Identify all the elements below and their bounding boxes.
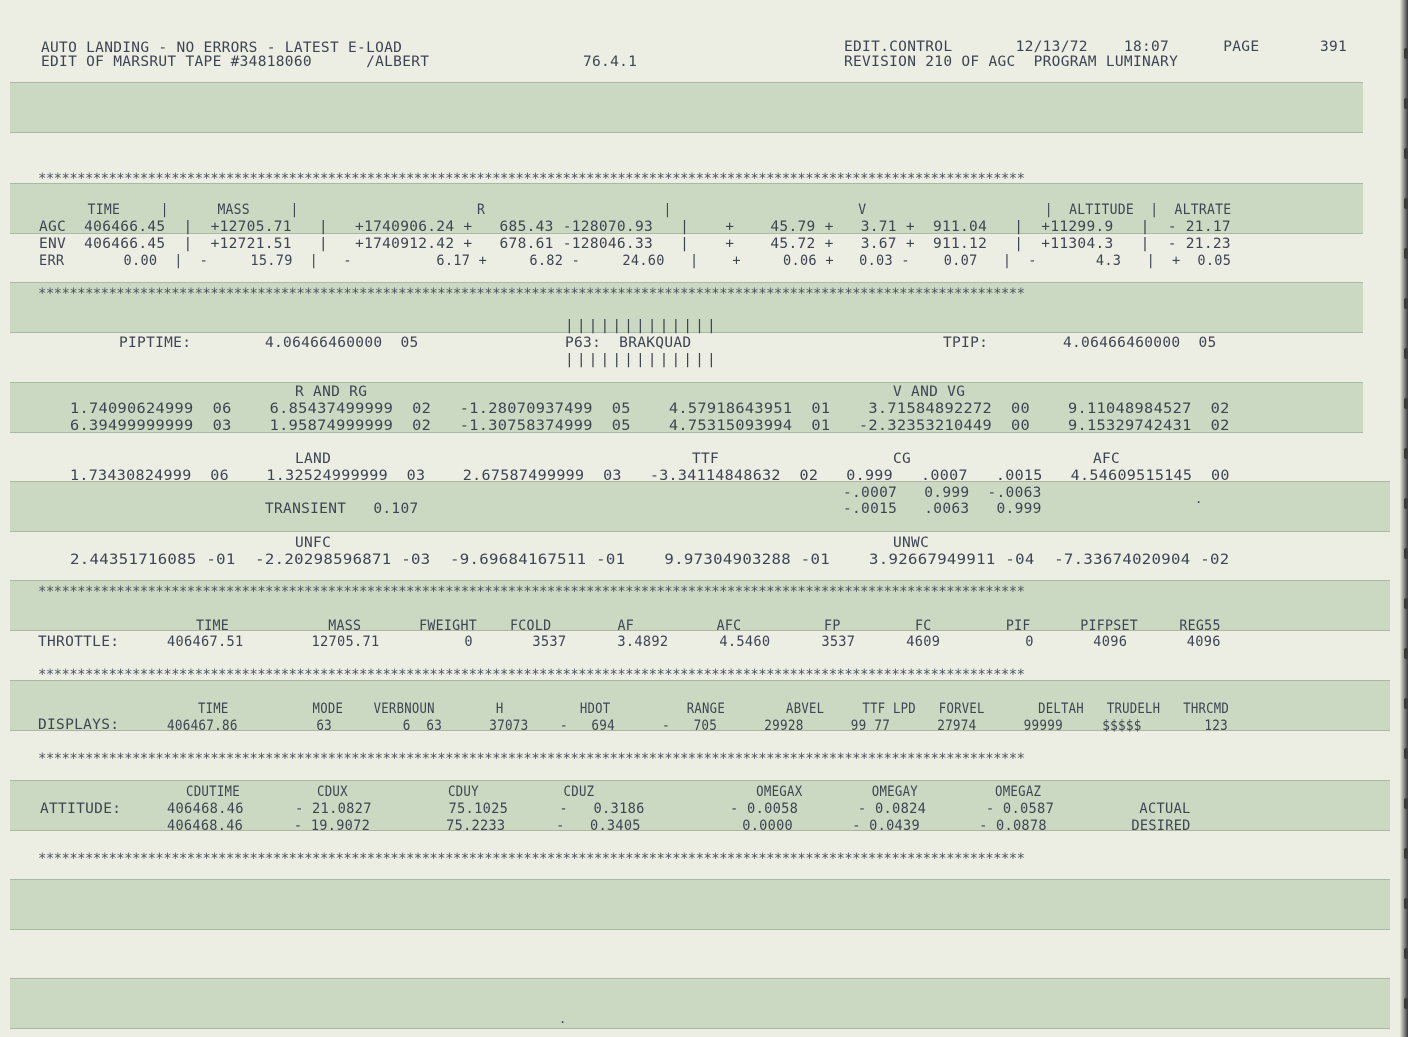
asterisk-separator: ****************************************************************************************************************************** — [38, 171, 1025, 187]
cg-title: CG — [893, 451, 912, 467]
feed-hole-icon — [1404, 548, 1408, 559]
afc-title: AFC — [1093, 451, 1121, 467]
feed-hole-icon — [1404, 698, 1408, 709]
attitude-actual-row: 406468.46 - 21.0827 75.1025 - 0.3186 - 0.0058 - 0.0824 - 0.0587 ACTUAL — [167, 801, 1191, 817]
displays-header: TIME MODE VERBNOUN H HDOT RANGE ABVEL TTF LPD FORVEL DELTAH TRUDELH THRCMD — [198, 701, 1230, 717]
vector-row-2: 6.39499999999 03 1.95874999999 02 -1.30758374999 05 4.75315093994 01 -2.32353210449 00 9.15329742431 02 — [70, 418, 1230, 434]
page-number: 391 — [1320, 39, 1348, 55]
feed-hole-icon — [1404, 348, 1408, 359]
pip-bars-bottom: ||||||||||||| — [565, 352, 719, 368]
feed-hole-icon — [1404, 648, 1408, 659]
asterisk-separator: ****************************************************************************************************************************** — [38, 751, 1025, 767]
throttle-label: THROTTLE: — [38, 634, 120, 650]
header-tape-info: EDIT OF MARSRUT TAPE #34818060 /ALBERT — [41, 54, 430, 70]
feed-hole-icon — [1404, 448, 1408, 459]
cg-row-2: -.0007 0.999 -.0063 — [843, 485, 1042, 501]
state-row-env: ENV 406466.45 | +12721.51 | +1740912.42 + 678.61 -128046.33 | + 45.72 + 3.67 + 911.12 | +11304.3 | - 21.23 — [39, 236, 1231, 252]
asterisk-separator: ****************************************************************************************************************************** — [38, 286, 1025, 302]
feed-hole-icon — [1404, 748, 1408, 759]
attitude-desired-row: 406468.46 - 19.9072 75.2233 - 0.3405 0.0000 - 0.0439 - 0.0878 DESIRED — [167, 818, 1191, 834]
pip-bars-top: ||||||||||||| — [565, 318, 719, 334]
v-and-vg-title: V AND VG — [893, 384, 966, 400]
green-band — [10, 879, 1390, 930]
feed-hole-icon — [1404, 248, 1408, 259]
displays-values: 406467.86 63 6 63 37073 - 694 - 705 29928 99 77 27974 99999 $$$$$ 123 — [167, 718, 1229, 734]
feed-hole-icon — [1404, 948, 1408, 959]
feed-hole-icon — [1404, 848, 1408, 859]
feed-hole-icon — [1404, 198, 1408, 209]
r-and-rg-title: R AND RG — [295, 384, 368, 400]
asterisk-separator: ****************************************************************************************************************************** — [38, 667, 1025, 683]
header-edit-control: EDIT.CONTROL 12/13/72 18:07 PAGE — [844, 39, 1260, 55]
header-version: 76.4.1 — [583, 54, 638, 70]
green-band — [10, 481, 1390, 532]
transient-value: TRANSIENT 0.107 — [265, 501, 419, 517]
feed-hole-icon — [1404, 48, 1408, 59]
unwc-title: UNWC — [893, 535, 930, 551]
ttf-title: TTF — [692, 451, 720, 467]
header-job-title: AUTO LANDING - NO ERRORS - LATEST E-LOAD — [41, 40, 403, 56]
feed-hole-icon — [1404, 98, 1408, 109]
displays-label: DISPLAYS: — [38, 717, 120, 733]
unit-vector-row: 2.44351716085 -01 -2.20298596871 -03 -9.69684167511 -01 9.97304903288 -01 3.92667949911 -04 -7.33674020904 -02 — [70, 552, 1230, 568]
throttle-values: 406467.51 12705.71 0 3537 3.4892 4.5460 3537 4609 0 4096 4096 — [167, 634, 1221, 650]
attitude-header: CDUTIME CDUX CDUY CDUZ OMEGAX OMEGAY OMEGAZ — [186, 784, 1042, 800]
tpip-label: TPIP: — [943, 335, 989, 351]
feed-hole-icon — [1404, 998, 1408, 1009]
feed-hole-icon — [1404, 148, 1408, 159]
state-table-header: TIME | MASS | R | V | ALTITUDE | ALTRATE — [39, 202, 1232, 218]
asterisk-separator: ****************************************************************************************************************************** — [38, 851, 1025, 867]
piptime-label: PIPTIME: — [119, 335, 192, 351]
header-revision: REVISION 210 OF AGC PROGRAM LUMINARY — [844, 54, 1179, 70]
asterisk-separator: ****************************************************************************************************************************** — [38, 584, 1025, 600]
piptime-value: 4.06466460000 05 — [265, 335, 419, 351]
feed-hole-icon — [1404, 898, 1408, 909]
feed-hole-icon — [1404, 798, 1408, 809]
cg-row-3: -.0015 .0063 0.999 — [843, 501, 1042, 517]
tpip-value: 4.06466460000 05 — [1063, 335, 1217, 351]
state-row-err: ERR 0.00 | - 15.79 | - 6.17 + 6.82 - 24.60 | + 0.06 + 0.03 - 0.07 | - 4.3 | + 0.05 — [39, 253, 1232, 269]
vector-row-1: 1.74090624999 06 6.85437499999 02 -1.28070937499 05 4.57918643951 01 3.71584892272 00 9.11048984527 02 — [70, 401, 1230, 417]
feed-hole-icon — [1404, 398, 1408, 409]
land-title: LAND — [295, 451, 332, 467]
stray-mark: . — [1195, 492, 1203, 506]
land-row: 1.73430824999 06 1.32524999999 03 2.67587499999 03 -3.34114848632 02 0.999 .0007 .0015 4.54609515145 00 — [70, 468, 1230, 484]
feed-hole-icon — [1404, 598, 1408, 609]
green-band — [10, 978, 1390, 1029]
green-band — [10, 82, 1363, 133]
feed-hole-icon — [1404, 498, 1408, 509]
program-label: P63: BRAKQUAD — [565, 335, 692, 351]
state-row-agc: AGC 406466.45 | +12705.71 | +1740906.24 + 685.43 -128070.93 | + 45.79 + 3.71 + 911.04 | +11299.9 | - 21.17 — [39, 219, 1231, 235]
feed-hole-icon — [1404, 298, 1408, 309]
attitude-label: ATTITUDE: — [40, 801, 122, 817]
throttle-header: TIME MASS FWEIGHT FCOLD AF AFC FP FC PIF PIFPSET REG55 — [196, 618, 1221, 634]
stray-mark: . — [559, 1012, 567, 1026]
unfc-title: UNFC — [295, 535, 332, 551]
